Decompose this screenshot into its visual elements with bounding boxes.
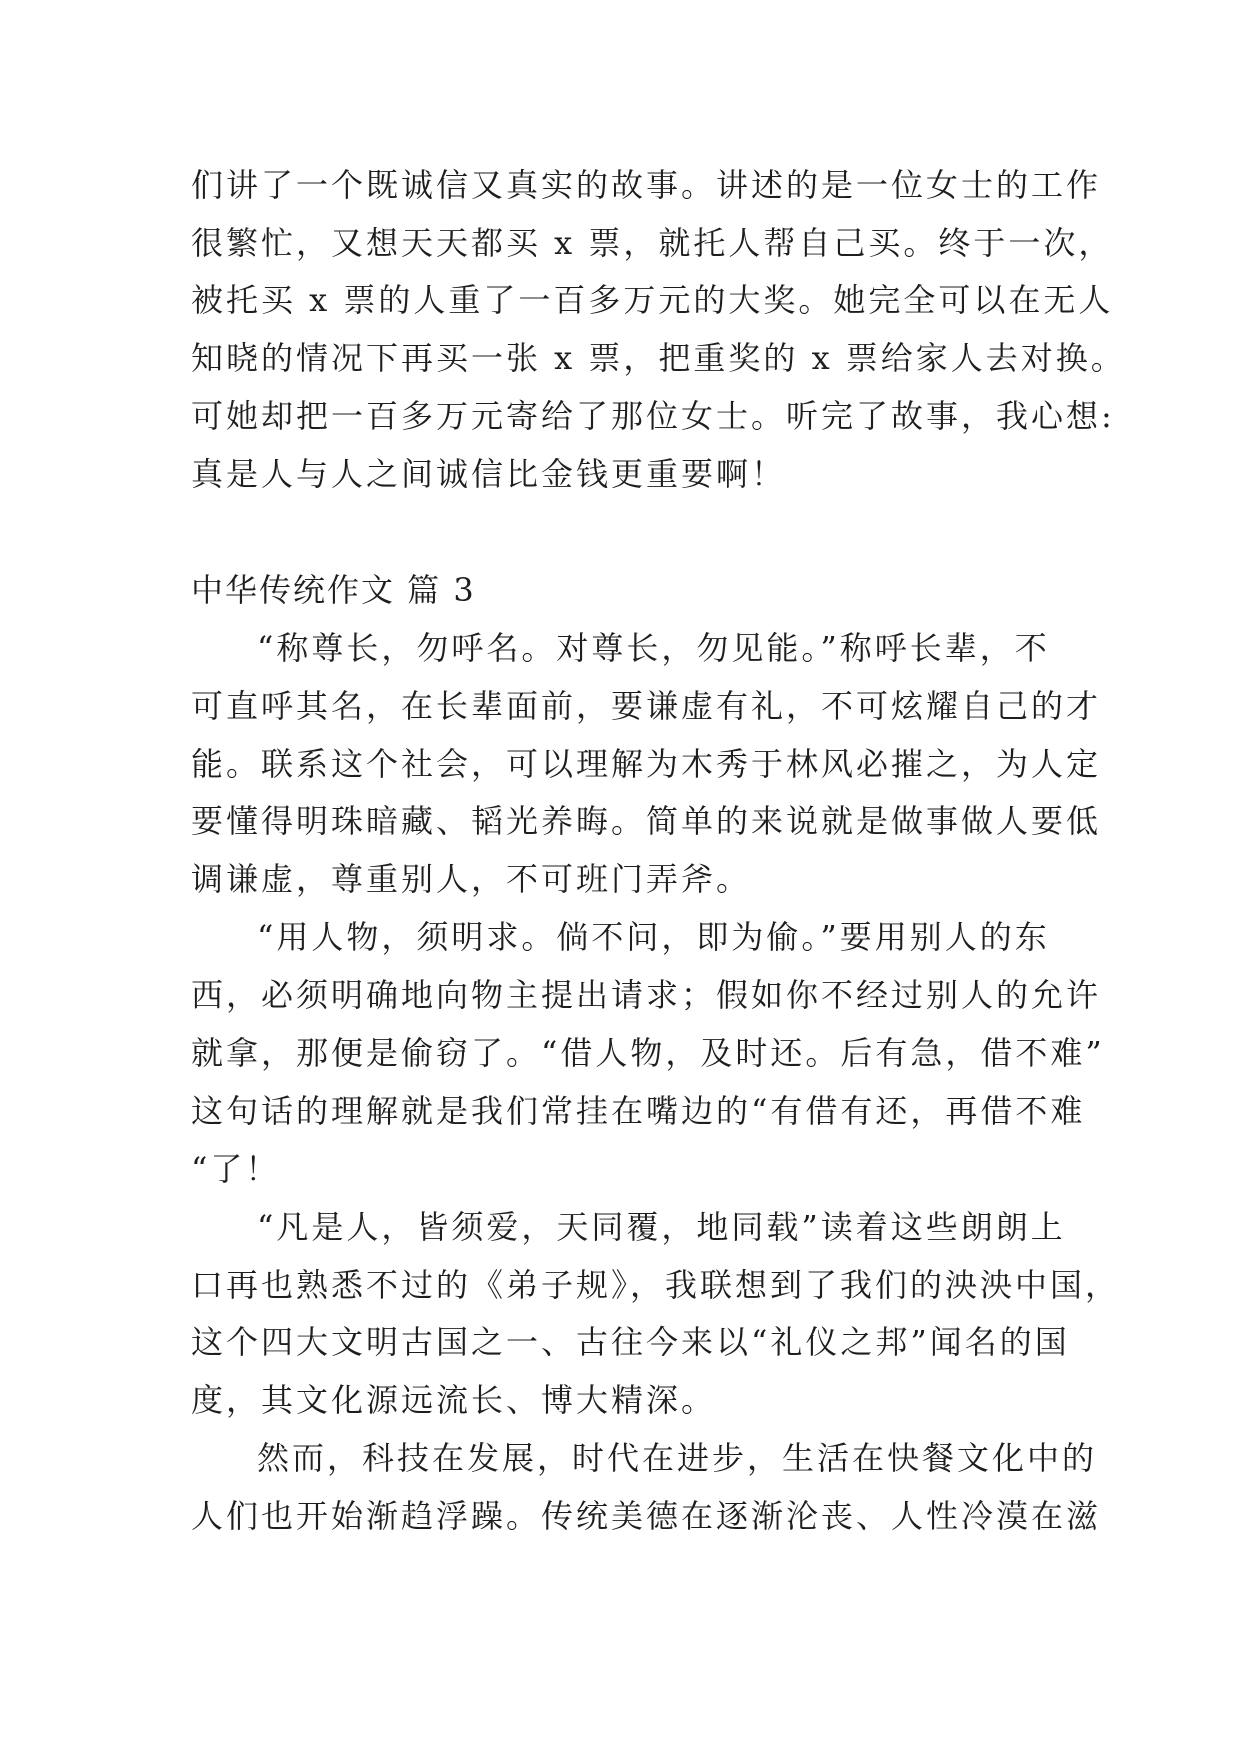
text-line: “称尊长，勿呼名。对尊长，勿见能。”称呼长辈，不 [257, 629, 1050, 667]
text-line: 们讲了一个既诚信又真实的故事。讲述的是一位女士的工作 [191, 166, 1102, 204]
text-line: “用人物，须明求。倘不问，即为偷。”要用别人的东 [257, 918, 1050, 956]
text-line: 口再也熟悉不过的《弟子规》，我联想到了我们的泱泱中国， [191, 1266, 1121, 1304]
text-line: 被托买 x 票的人重了一百多万元的大奖。她完全可以在无人 [191, 281, 1114, 319]
text-line: 人们也开始渐趋浮躁。传统美德在逐渐沦丧、人性冷漠在滋 [191, 1497, 1102, 1535]
text-line: 能。联系这个社会，可以理解为木秀于林风必摧之，为人定 [191, 745, 1102, 783]
text-line: 这句话的理解就是我们常挂在嘴边的“有借有还，再借不难 [191, 1092, 1086, 1130]
text-line: 可直呼其名，在长辈面前，要谦虚有礼，不可炫耀自己的才 [191, 687, 1102, 725]
text-line: 要懂得明珠暗藏、韬光养晦。简单的来说就是做事做人要低 [191, 802, 1102, 840]
text-line: 这个四大文明古国之一、古往今来以“礼仪之邦”闻名的国 [191, 1323, 1070, 1361]
text-line: “了！ [191, 1150, 281, 1188]
text-line: 度，其文化源远流长、博大精深。 [191, 1381, 717, 1419]
text-line: 可她却把一百多万元寄给了那位女士。听完了故事，我心想: [191, 397, 1115, 435]
text-line: 知晓的情况下再买一张 x 票，把重奖的 x 票给家人去对换。 [191, 339, 1126, 377]
section-heading: 中华传统作文 篇 3 [191, 571, 476, 609]
text-line: 很繁忙，又想天天都买 x 票，就托人帮自己买。终于一次， [191, 224, 1114, 262]
text-line: 西，必须明确地向物主提出请求；假如你不经过别人的允许 [191, 976, 1102, 1014]
text-line: 然而，科技在发展，时代在进步，生活在快餐文化中的 [257, 1439, 1098, 1477]
text-line: 调谦虚，尊重别人，不可班门弄斧。 [191, 860, 752, 898]
text-line: 真是人与人之间诚信比金钱更重要啊！ [191, 455, 787, 493]
text-line: 就拿，那便是偷窃了。“借人物，及时还。后有急，借不难” [191, 1034, 1105, 1072]
text-line: “凡是人，皆须爱，天同覆，地同载”读着这些朗朗上 [257, 1208, 1066, 1246]
